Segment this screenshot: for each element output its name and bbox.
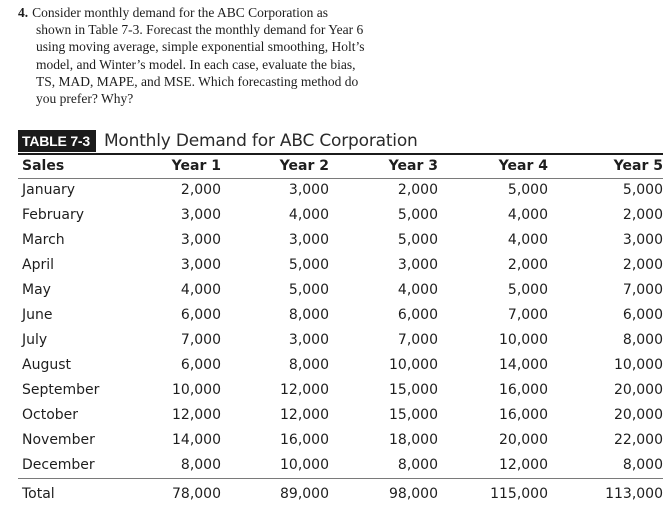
cell-year-4: 14,000 — [499, 357, 548, 373]
cell-year-5: 6,000 — [622, 307, 663, 323]
cell-year-4: 16,000 — [499, 382, 548, 398]
cell-month: February — [22, 207, 85, 223]
cell-year-5: 2,000 — [622, 257, 663, 273]
problem-statement — [18, 4, 418, 107]
total-year-4: 115,000 — [490, 486, 548, 502]
cell-year-1: 2,000 — [180, 182, 221, 198]
cell-year-4: 7,000 — [507, 307, 548, 323]
cell-month: May — [22, 282, 51, 298]
cell-year-3: 15,000 — [389, 407, 438, 423]
cell-year-2: 16,000 — [280, 432, 329, 448]
header-year-1: Year 1 — [171, 158, 221, 174]
table-row — [18, 353, 663, 378]
cell-year-3: 2,000 — [397, 182, 438, 198]
table-caption — [18, 129, 418, 153]
cell-month: November — [22, 432, 95, 448]
cell-year-4: 2,000 — [507, 257, 548, 273]
table-row — [18, 303, 663, 328]
cell-year-1: 4,000 — [180, 282, 221, 298]
cell-year-4: 4,000 — [507, 207, 548, 223]
cell-year-3: 10,000 — [389, 357, 438, 373]
problem-line-5: TS, MAD, MAPE, and MSE. Which forecasting method do — [36, 73, 359, 89]
total-year-2: 89,000 — [280, 486, 329, 502]
cell-year-1: 3,000 — [180, 207, 221, 223]
cell-month: June — [22, 307, 53, 323]
table-row — [18, 228, 663, 253]
cell-year-4: 5,000 — [507, 282, 548, 298]
cell-year-2: 5,000 — [288, 257, 329, 273]
cell-year-3: 7,000 — [397, 332, 438, 348]
cell-year-5: 3,000 — [622, 232, 663, 248]
cell-year-1: 6,000 — [180, 307, 221, 323]
table-row — [18, 453, 663, 478]
cell-year-4: 4,000 — [507, 232, 548, 248]
cell-year-2: 4,000 — [288, 207, 329, 223]
total-label: Total — [22, 486, 55, 502]
table-row — [18, 428, 663, 453]
cell-year-2: 12,000 — [280, 407, 329, 423]
cell-year-3: 5,000 — [397, 207, 438, 223]
problem-line-6: you prefer? Why? — [36, 91, 134, 107]
table-title: Monthly Demand for ABC Corporation — [103, 131, 418, 151]
cell-year-2: 5,000 — [288, 282, 329, 298]
cell-year-3: 5,000 — [397, 232, 438, 248]
cell-year-5: 7,000 — [622, 282, 663, 298]
cell-month: July — [22, 332, 48, 348]
problem-line-1: 4. Consider monthly demand for the ABC Corporation as — [18, 5, 328, 20]
cell-year-5: 20,000 — [614, 382, 663, 398]
cell-month: August — [22, 357, 71, 373]
cell-year-3: 8,000 — [397, 457, 438, 473]
cell-year-5: 2,000 — [622, 207, 663, 223]
cell-year-2: 3,000 — [288, 182, 329, 198]
cell-month: September — [22, 382, 100, 398]
cell-year-1: 3,000 — [180, 257, 221, 273]
cell-year-2: 3,000 — [288, 232, 329, 248]
cell-year-5: 10,000 — [614, 357, 663, 373]
demand-table — [18, 155, 663, 508]
cell-year-5: 20,000 — [614, 407, 663, 423]
header-year-4: Year 4 — [498, 158, 548, 174]
cell-year-1: 12,000 — [172, 407, 221, 423]
cell-year-4: 10,000 — [499, 332, 548, 348]
cell-month: January — [22, 182, 76, 198]
cell-year-2: 10,000 — [280, 457, 329, 473]
table-row — [18, 178, 663, 203]
header-year-5: Year 5 — [613, 158, 663, 174]
problem-number: 4. — [18, 5, 29, 20]
cell-year-4: 16,000 — [499, 407, 548, 423]
total-year-3: 98,000 — [389, 486, 438, 502]
cell-month: April — [22, 257, 54, 273]
cell-year-4: 5,000 — [507, 182, 548, 198]
cell-year-1: 6,000 — [180, 357, 221, 373]
cell-month: October — [22, 407, 79, 423]
table-row — [18, 378, 663, 403]
cell-year-3: 18,000 — [389, 432, 438, 448]
table-header-row — [18, 155, 663, 178]
table-row — [18, 403, 663, 428]
cell-year-2: 8,000 — [288, 307, 329, 323]
cell-year-2: 3,000 — [288, 332, 329, 348]
table-row — [18, 278, 663, 303]
cell-year-1: 14,000 — [172, 432, 221, 448]
header-year-2: Year 2 — [279, 158, 329, 174]
cell-year-5: 8,000 — [622, 457, 663, 473]
table-row — [18, 203, 663, 228]
cell-year-2: 12,000 — [280, 382, 329, 398]
cell-month: December — [22, 457, 95, 473]
cell-year-1: 10,000 — [172, 382, 221, 398]
table-row — [18, 253, 663, 278]
cell-year-5: 8,000 — [622, 332, 663, 348]
problem-line-2: shown in Table 7-3. Forecast the monthly demand for Year 6 — [36, 22, 364, 38]
cell-year-1: 3,000 — [180, 232, 221, 248]
table-number-tag: TABLE 7-3 — [18, 130, 96, 152]
table-row — [18, 328, 663, 353]
table-body — [18, 178, 663, 508]
cell-year-4: 12,000 — [499, 457, 548, 473]
cell-month: March — [22, 232, 65, 248]
cell-year-5: 22,000 — [614, 432, 663, 448]
cell-year-1: 7,000 — [180, 332, 221, 348]
total-year-5: 113,000 — [605, 486, 663, 502]
cell-year-5: 5,000 — [622, 182, 663, 198]
cell-year-4: 20,000 — [499, 432, 548, 448]
table-total-row — [18, 478, 663, 508]
problem-line-4: model, and Winter’s model. In each case, evaluate the bias, — [36, 56, 356, 72]
cell-year-3: 15,000 — [389, 382, 438, 398]
total-year-1: 78,000 — [172, 486, 221, 502]
cell-year-3: 3,000 — [397, 257, 438, 273]
header-sales: Sales — [22, 158, 65, 174]
header-year-3: Year 3 — [388, 158, 438, 174]
cell-year-3: 4,000 — [397, 282, 438, 298]
problem-line-3: using moving average, simple exponential smoothing, Holt’s — [36, 39, 365, 55]
cell-year-3: 6,000 — [397, 307, 438, 323]
cell-year-2: 8,000 — [288, 357, 329, 373]
cell-year-1: 8,000 — [180, 457, 221, 473]
